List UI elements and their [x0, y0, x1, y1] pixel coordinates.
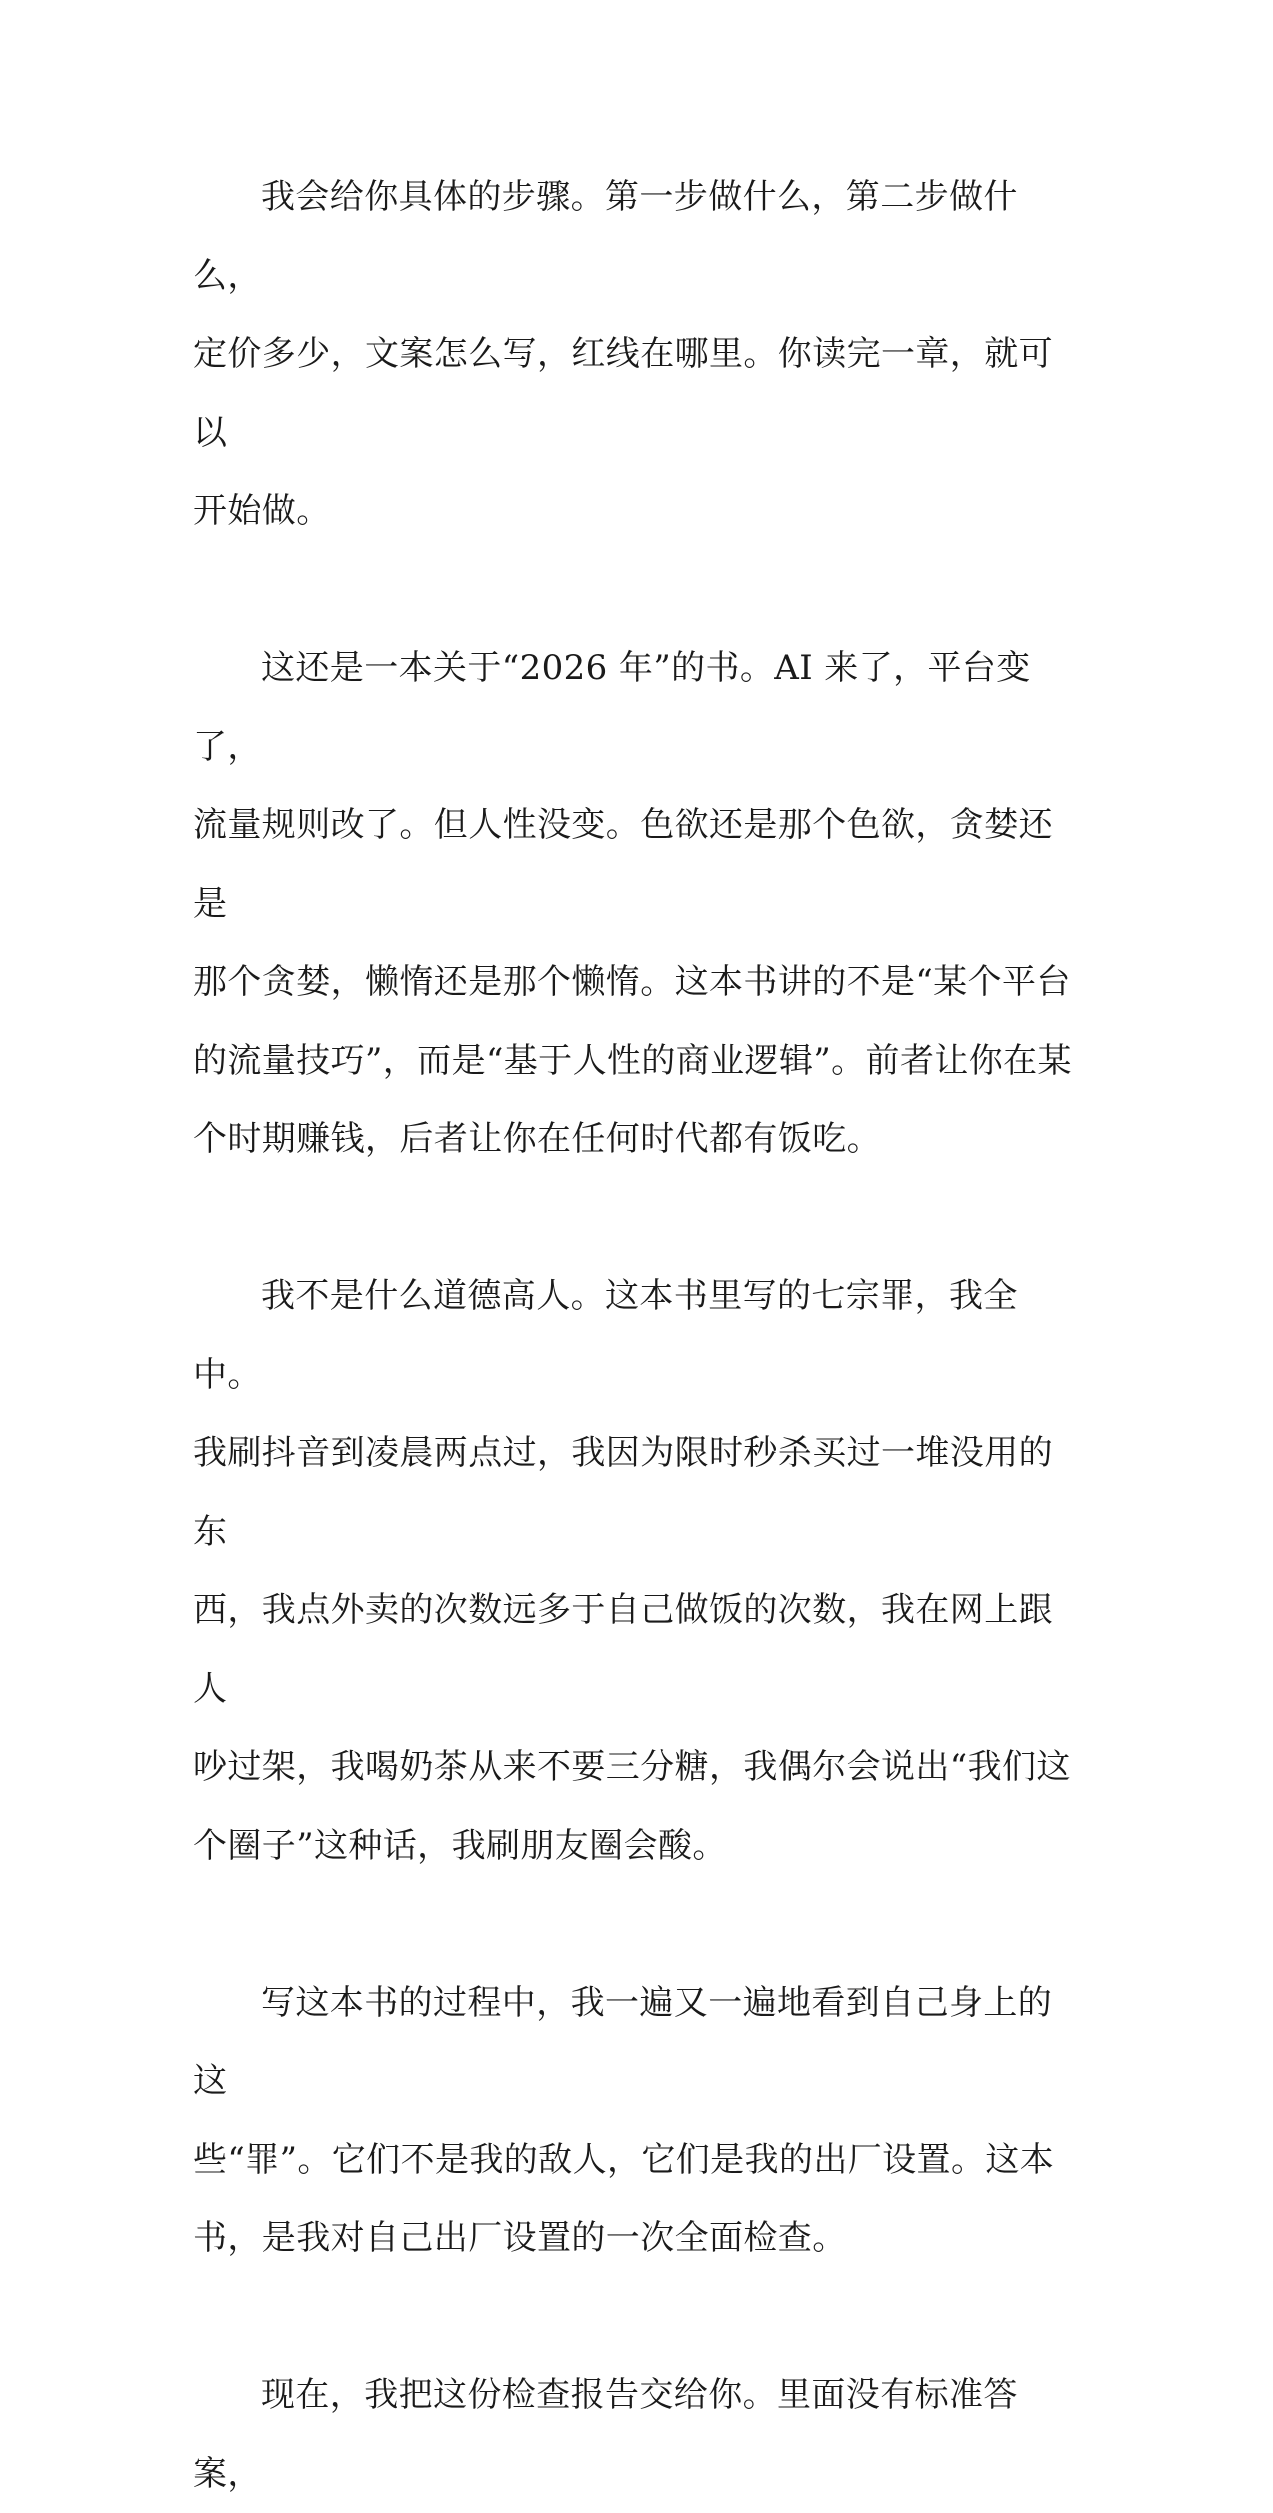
paragraph: 我会给你具体的步骤。第一步做什么，第二步做什么， 定价多少，文案怎么写，红线在哪里。你读完一章，就可以 开始做。	[193, 177, 1053, 531]
paragraph: 写这本书的过程中，我一遍又一遍地看到自己身上的这 些“罪”。它们不是我的敌人，它们是我的出厂设置。这本 书，是我对自己出厂设置的一次全面检查。	[193, 1982, 1055, 2258]
body-text	[193, 158, 1085, 2513]
paragraph: 这还是一本关于“2026 年”的书。AI 来了，平台变了， 流量规则改了。但人性没变。色欲还是那个色欲，贪婪还是 那个贪婪，懒惰还是那个懒惰。这本书讲的不是“某个平台 的流量技巧”，而是“基于人性的商业逻辑”。前者让你在某 个时期赚钱，后者让你在任何时代都有饭吃。	[193, 648, 1072, 1159]
paragraph: 我不是什么道德高人。这本书里写的七宗罪，我全中。 我刷抖音到凌晨两点过，我因为限时秒杀买过一堆没用的东 西，我点外卖的次数远多于自己做饭的次数，我在网上跟人 吵过架，我喝奶茶从来不要三分糖，我偶尔会说出“我们这 个圈子”这种话，我刷朋友圈会酸。	[193, 1276, 1071, 1866]
paragraph: 现在，我把这份检查报告交给你。里面没有标准答案，	[193, 2375, 1018, 2494]
